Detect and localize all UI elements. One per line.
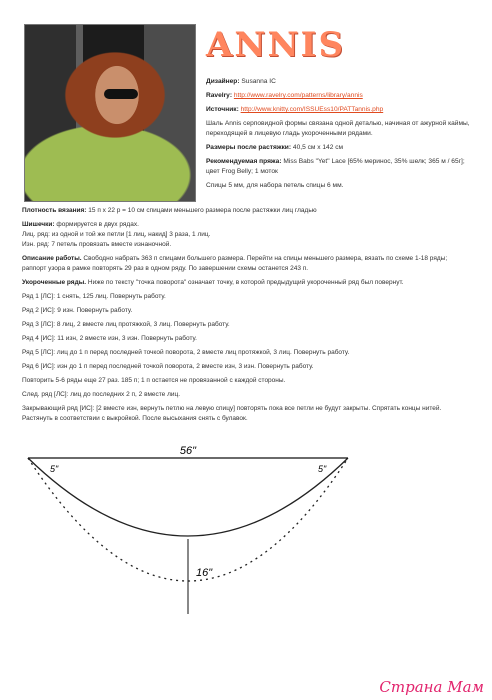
row-4: Ряд 4 [ИС]: 11 изн, 2 вместе изн, 3 изн. Повернуть работу. [22, 335, 197, 342]
description: Шаль Annis серповидной формы связана одной деталью, начиная от ажурной каймы, переходящей в лицевую гладь укороченными рядами. [206, 120, 470, 137]
short-rows-label: Укороченные ряды. [22, 279, 87, 286]
row-6: Ряд 6 [ИС]: изн до 1 п перед последней точкой поворота, 2 вместе изн, 3 изн. Повернуть работу. [22, 363, 314, 370]
nupps-row-1: Лиц. ряд: из одной и той же петли [1 лиц, накид] 3 раза, 1 лиц. [22, 231, 211, 238]
nupps-text: формируется в двух рядах. [56, 221, 139, 228]
designer-name: Susanna IC [241, 78, 276, 85]
pattern-info [206, 77, 476, 195]
shawl-schematic [18, 444, 358, 624]
bindoff: Закрывающий ряд [ИС]: [2 вместе изн, вернуть петлю на левую спицу] повторять пока все петли не будут закрыты. Спрятать концы нитей. Растянуть в соответствии с выкройкой. После высыхания снять с булавок. [22, 405, 442, 422]
width-label: 56" [179, 445, 197, 457]
source-label: Источник: [206, 106, 239, 113]
edge-left-label: 5" [50, 464, 59, 474]
depth-label: 16" [196, 567, 213, 579]
size-label: Размеры после растяжки: [206, 144, 292, 151]
row-5: Ряд 5 [ЛС]: лиц до 1 п перед последней точкой поворота, 2 вместе лиц протяжкой, 3 лиц. Повернуть работу. [22, 349, 350, 356]
work-label: Описание работы. [22, 255, 82, 262]
instructions [22, 206, 470, 428]
edge-right-label: 5" [318, 464, 327, 474]
ravelry-link[interactable]: http://www.ravelry.com/patterns/library/annis [233, 92, 363, 99]
size-value: 40,5 см х 142 см [292, 144, 344, 151]
pattern-photo [24, 24, 196, 202]
yarn-label: Рекомендуемая пряжа: [206, 158, 282, 165]
short-rows-text: Ниже по тексту "точка поворота" означает точку, в которой предыдущий укороченный ряд был повернут. [87, 279, 404, 286]
sunglasses-icon [104, 89, 138, 99]
needles: Спицы 5 мм, для набора петель спицы 6 мм. [206, 182, 344, 189]
nupps-label: Шишечки: [22, 221, 55, 228]
repeat-rows: Повторить 5-6 ряды еще 27 раз. 185 п; 1 п остается не провязанной с каждой стороны. [22, 377, 286, 384]
pattern-logo: ANNIS [206, 25, 345, 65]
row-1: Ряд 1 [ЛС]: 1 снять, 125 лиц. Повернуть работу. [22, 293, 166, 300]
ravelry-label: Ravelry: [206, 92, 233, 99]
row-3: Ряд 3 [ЛС]: 8 лиц, 2 вместе лиц протяжкой, 3 лиц. Повернуть работу. [22, 321, 230, 328]
next-row: След. ряд [ЛС]: лиц до последних 2 п, 2 вместе лиц. [22, 391, 181, 398]
nupps-row-2: Изн. ряд: 7 петель провязать вместе изнаночной. [22, 241, 172, 248]
yarn-value: Miss Babs "Yet" Lace [65% меринос, 35% шелк; 365 м / 65г]; цвет Frog Belly; 1 моток [206, 158, 465, 175]
watermark: Страна Мам [379, 678, 484, 696]
designer-label: Дизайнер: [206, 78, 240, 85]
source-link[interactable]: http://www.knitty.com/ISSUEss10/PATTannis.php [240, 106, 384, 113]
row-2: Ряд 2 [ИС]: 9 изн. Повернуть работу. [22, 307, 133, 314]
inner-curve [28, 458, 348, 536]
work-text: Свободно набрать 363 п спицами большего размера. Перейти на спицы меньшего размера, вязать по схеме 1-18 ряды; раппорт узора в рамке повторять 29 раз в одном ряду. По завершении схемы останется 243 п. [22, 255, 448, 272]
gauge-text: 15 п х 22 р = 10 см спицами меньшего размера после растяжки лиц гладью [88, 207, 317, 214]
gauge-label: Плотность вязания: [22, 207, 87, 214]
